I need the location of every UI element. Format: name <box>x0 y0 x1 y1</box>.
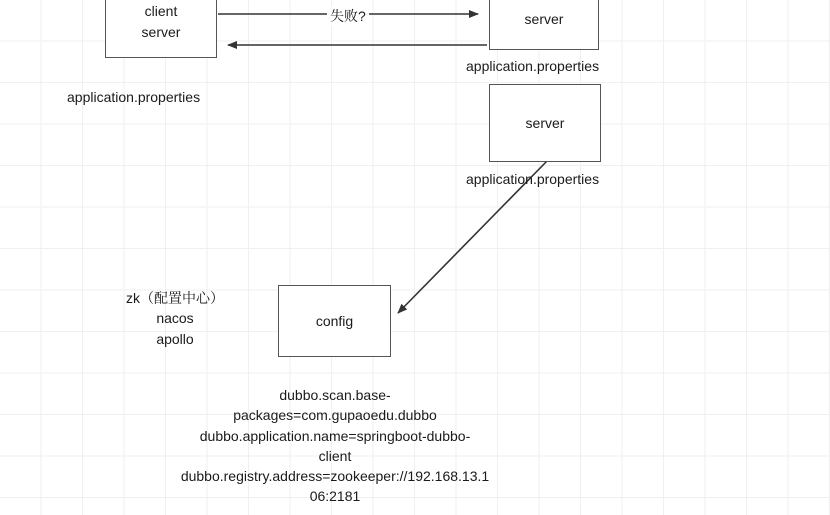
config-text-line-5: dubbo.registry.address=zookeeper://192.168.13.1 <box>180 468 490 485</box>
node-config-label: config <box>315 312 354 329</box>
node-server-middle <box>489 84 601 162</box>
node-client-server-line-2: server <box>141 24 181 40</box>
label-application-properties-top-right: application.properties <box>466 58 600 74</box>
node-client-server-line-1: client <box>144 3 178 19</box>
node-server-middle-label: server <box>525 114 565 131</box>
registry-line-3: apollo <box>156 330 194 347</box>
config-text-line-1: dubbo.scan.base- <box>279 387 391 403</box>
node-client-server <box>105 0 217 58</box>
node-server-top-label: server <box>524 10 564 27</box>
registry-line-1: zk（配置中心） <box>126 290 224 306</box>
label-application-properties-middle-right: application.properties <box>466 171 600 187</box>
config-text-line-6: 06:2181 <box>309 488 361 505</box>
config-text-line-4: client <box>318 447 352 464</box>
config-text-line-3: dubbo.application.name=springboot-dubbo- <box>199 427 471 444</box>
arrow-label-failure: 失败? <box>327 6 369 26</box>
label-registry-stack <box>110 288 240 349</box>
node-server-top <box>489 0 599 50</box>
label-application-properties-left: application.properties <box>67 89 201 105</box>
config-text-line-2: packages=com.gupaoedu.dubbo <box>233 407 437 424</box>
config-properties-text <box>145 385 525 507</box>
node-config <box>278 285 391 357</box>
registry-line-2: nacos <box>156 310 194 327</box>
